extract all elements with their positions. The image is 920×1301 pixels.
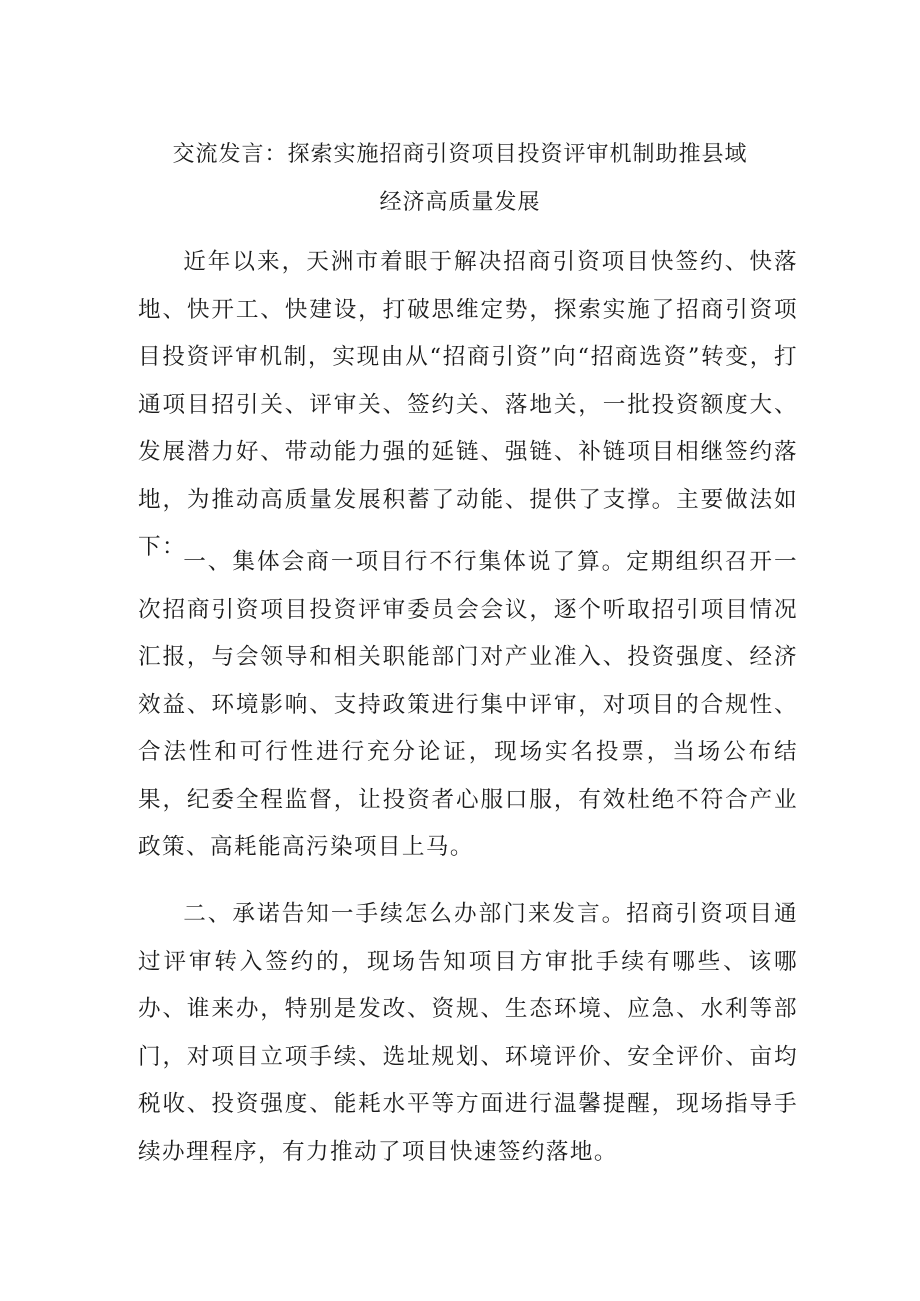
paragraph-section-2: 二、承诺告知一手续怎么办部门来发言。招商引资项目通过评审转入签约的，现场告知项目方审批手续有哪些、该哪办、谁来办，特别是发改、资规、生态环境、应急、水利等部门，对项目立项手续、选址规划、环境评价、安全评价、亩均税收、投资强度、能耗水平等方面进行温馨提醒，现场指导手续办理程序，有力推动了项目快速签约落地。	[138, 901, 798, 1165]
document-title-line-1: 交流发言：探索实施招商引资项目投资评审机制助推县域	[172, 142, 748, 167]
document-title-line-2: 经济高质量发展	[379, 190, 541, 215]
paragraph-section-1: 一、集体会商一项目行不行集体说了算。定期组织召开一次招商引资项目投资评审委员会会议，逐个听取招引项目情况汇报，与会领导和相关职能部门对产业准入、投资强度、经济效益、环境影响、支持政策进行集中评审，对项目的合规性、合法性和可行性进行充分论证，现场实名投票，当场公布结果，纪委全程监督，让投资者心服口服，有效杜绝不符合产业政策、高耗能高污染项目上马。	[138, 549, 798, 860]
paragraph-intro: 近年以来，天洲市着眼于解决招商引资项目快签约、快落地、快开工、快建设，打破思维定势，探索实施了招商引资项目投资评审机制，实现由从“招商引资”向“招商选资”转变，打通项目招引关、评审关、签约关、落地关，一批投资额度大、发展潜力好、带动能力强的延链、强链、补链项目相继签约落地，为推动高质量发展积蓄了动能、提供了支撑。主要做法如下：	[138, 249, 798, 560]
